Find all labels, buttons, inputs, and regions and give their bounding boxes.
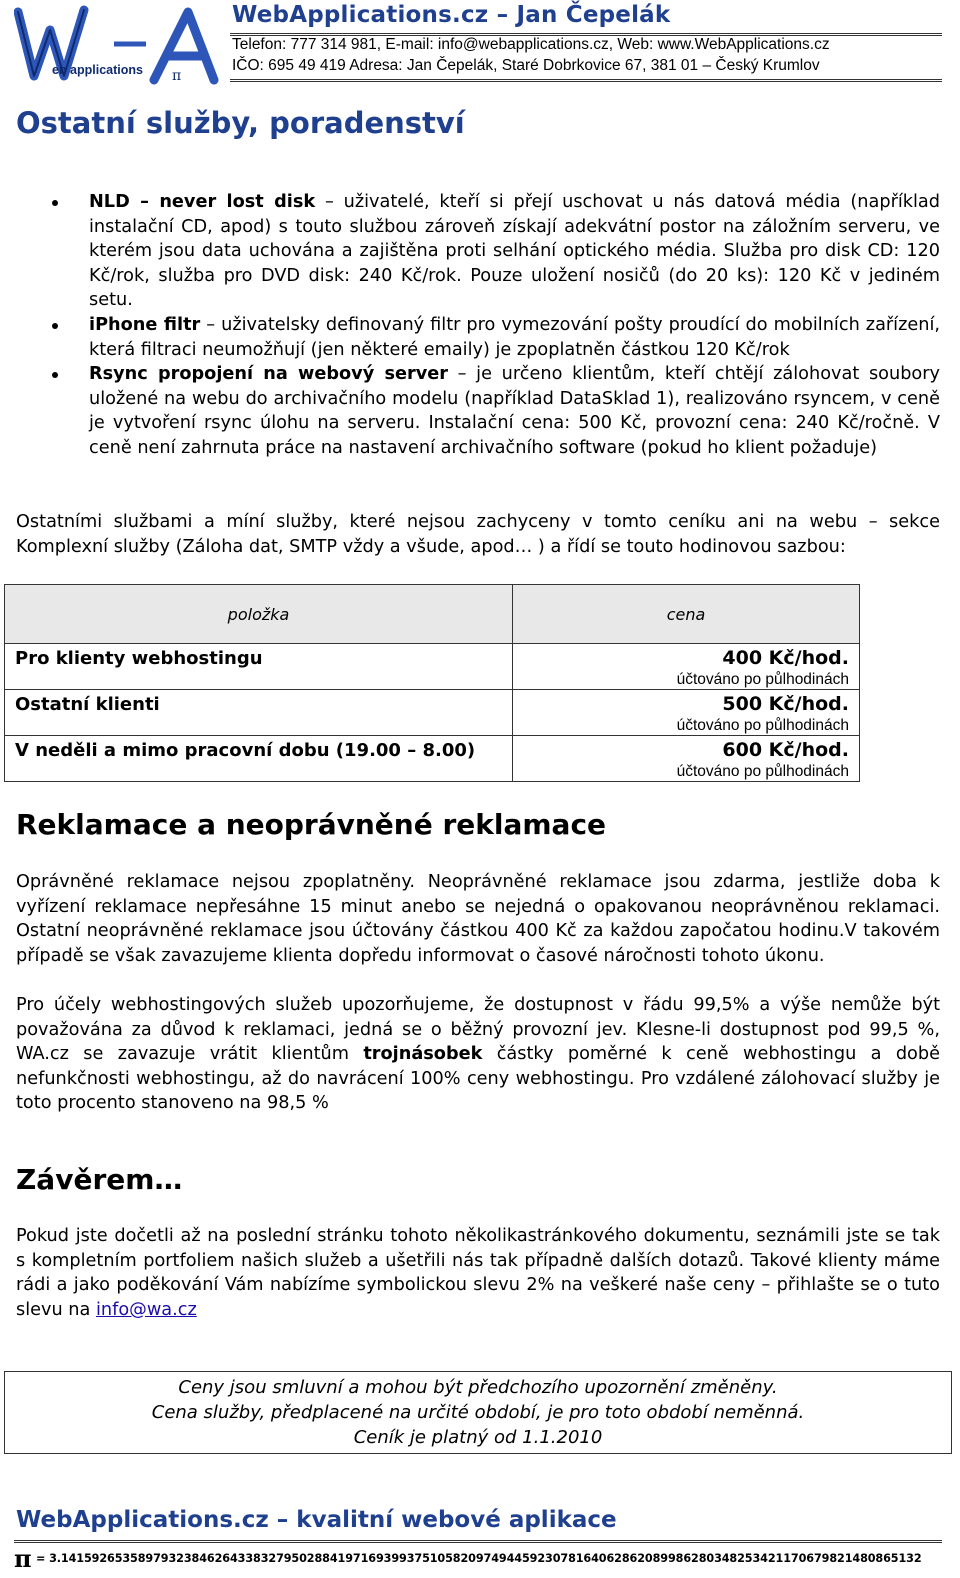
price-note: účtováno po půlhodinách — [676, 671, 849, 688]
notice-line: Ceny jsou smluvní a mohou být předchozího upozornění změněny. — [178, 1377, 778, 1398]
price-value: 400 Kč/hod. — [722, 647, 849, 669]
section-title-services: Ostatní služby, poradenství — [16, 106, 465, 140]
bullet-icon — [52, 200, 58, 206]
price-value: 600 Kč/hod. — [722, 739, 849, 761]
notice-line: Cena služby, předplacené na určité období, je pro toto období neměnná. — [151, 1402, 805, 1423]
price-item: Ostatní klienti — [5, 690, 513, 736]
table-row — [5, 690, 860, 736]
price-note: účtováno po půlhodinách — [676, 717, 849, 734]
table-row — [5, 736, 860, 782]
list-item — [16, 313, 940, 362]
service-term: NLD – never lost disk — [89, 192, 316, 212]
price-value: 500 Kč/hod. — [722, 693, 849, 715]
complaints-paragraph-1: Oprávněné reklamace nejsou zpoplatněny. Neoprávněné reklamace jsou zdarma, jestliže doba k vyřízení reklamace nepřesáhne 15 minut anebo se nejedná o opakovanou neoprávněnou reklamaci. Ostatní neoprávněné reklamace jsou účtovány částkou 400 Kč za každou započatou hodinu.V takovém případě se však zavazujeme klienta dopředu informovat o časové náročnosti tohoto úkonu. — [16, 872, 940, 966]
pi-icon: π — [14, 1544, 32, 1573]
section-title-conclusion: Závěrem… — [16, 1163, 183, 1196]
table-header-row — [5, 585, 860, 644]
service-text: – uživatelé, kteří si přejí uschovat u nás datová média (například instalační CD, apod) s touto službou zároveň získají adekvátní postor na záložním serveru, ve kterém jsou data uchována a zajištěna proti selhání optického média. Služba pro disk CD: 120 Kč/rok, služba pro DVD disk: 240 Kč/rok. Pouze uložení nosičů (do 20 ks): 120 Kč v jediném setu. — [89, 192, 940, 311]
complaints-emphasis: trojnásobek — [363, 1044, 483, 1065]
service-term: iPhone filtr — [89, 314, 201, 335]
services-list — [16, 190, 940, 461]
service-term: Rsync propojení na webový server — [89, 364, 448, 385]
service-text: – je určeno klientům, kteří chtějí zálohovat soubory uložené na webu do archivačního modelu (například DataSklad 1), realizováno rsyncem, v ceně je vytvoření rsync úlohu na serveru. Instalační cena: 500 Kč, provozní cena: 240 Kč/ročně. V ceně není zahrnuta práce na nastavení archivačního software (pokud ho klient požaduje) — [89, 364, 940, 458]
conclusion-text: Pokud jste dočetli až na poslední stránku tohoto několikastránkového dokumentu, seznámili jste se tak s kompletním portfoliem našich služeb a ušetřili nás tak případně dalších dotazů. Takové klienty máme rádi a jako poděkování Vám nabízíme symbolickou slevu 2% na veškeré naše ceny – přihlašte se o tuto slevu na — [16, 1226, 940, 1320]
company-logo — [14, 4, 224, 86]
conclusion-paragraph — [16, 1224, 940, 1322]
other-services-paragraph: Ostatními službami a míní služby, které nejsou zachyceny v tomto ceníku ani na webu – sekce Komplexní služby (Záloha dat, SMTP vždy a všude, apod… ) a řídí se touto hodinovou sazbou: — [16, 512, 940, 557]
column-header-item: položka — [5, 585, 513, 644]
section-title-complaints: Reklamace a neoprávněné reklamace — [16, 808, 607, 841]
header-rule-bottom — [230, 79, 942, 82]
price-item: V neděli a mimo pracovní dobu (19.00 – 8.00) — [5, 736, 513, 782]
table-row — [5, 644, 860, 690]
svg-text:π: π — [172, 68, 182, 84]
pi-digits: = 3.1415926535897932384626433832795028841971693993751058209749445923078164062862089986280348253421170679821480865132 — [36, 1552, 922, 1565]
bullet-icon — [52, 323, 58, 329]
price-notice-box — [4, 1371, 952, 1454]
price-table — [4, 584, 860, 782]
logo-text: eb applications — [52, 63, 143, 77]
address-line: IČO: 695 49 419 Adresa: Jan Čepelák, Staré Dobrkovice 67, 381 01 – Český Krumlov — [232, 57, 820, 74]
complaints-text: částky poměrné k ceně webhostingu a době nefunkčnosti webhostingu, až do navrácení 100% ceny webhostingu. Pro vzdálené zálohovací služby je toto procento stanoveno na 98,5 % — [16, 1044, 940, 1114]
column-header-price: cena — [513, 585, 860, 644]
price-cell — [513, 644, 860, 690]
footer-rule — [14, 1540, 942, 1543]
notice-line: Ceník je platný od 1.1.2010 — [353, 1427, 603, 1448]
price-item: Pro klienty webhostingu — [5, 644, 513, 690]
footer-title: WebApplications.cz – kvalitní webové aplikace — [16, 1507, 617, 1533]
contact-line: Telefon: 777 314 981, E-mail: info@webapplications.cz, Web: www.WebApplications.cz — [232, 36, 830, 53]
bullet-icon — [52, 372, 58, 378]
email-link[interactable]: info@wa.cz — [95, 1299, 197, 1320]
price-cell — [513, 736, 860, 782]
list-item — [16, 362, 940, 460]
list-item — [16, 190, 940, 313]
price-cell — [513, 690, 860, 736]
company-name: WebApplications.cz – Jan Čepelák — [232, 2, 671, 28]
price-note: účtováno po půlhodinách — [676, 763, 849, 780]
complaints-paragraph-2 — [16, 993, 940, 1116]
service-text: – uživatelsky definovaný filtr pro vymezování pošty proudící do mobilních zařízení, která filtraci neumožňují (jen některé emaily) je zpoplatněn částkou 120 Kč/rok — [89, 314, 941, 360]
complaints-text: Pro účely webhostingových služeb upozorňujeme, že dostupnost v řádu 99,5% a výše nemůže být považována za důvod k reklamaci, jedná se o běžný provozní jev. Klesne-li dostupnost pod 99,5 %, WA.cz se zavazuje vrátit klientům — [16, 995, 940, 1065]
